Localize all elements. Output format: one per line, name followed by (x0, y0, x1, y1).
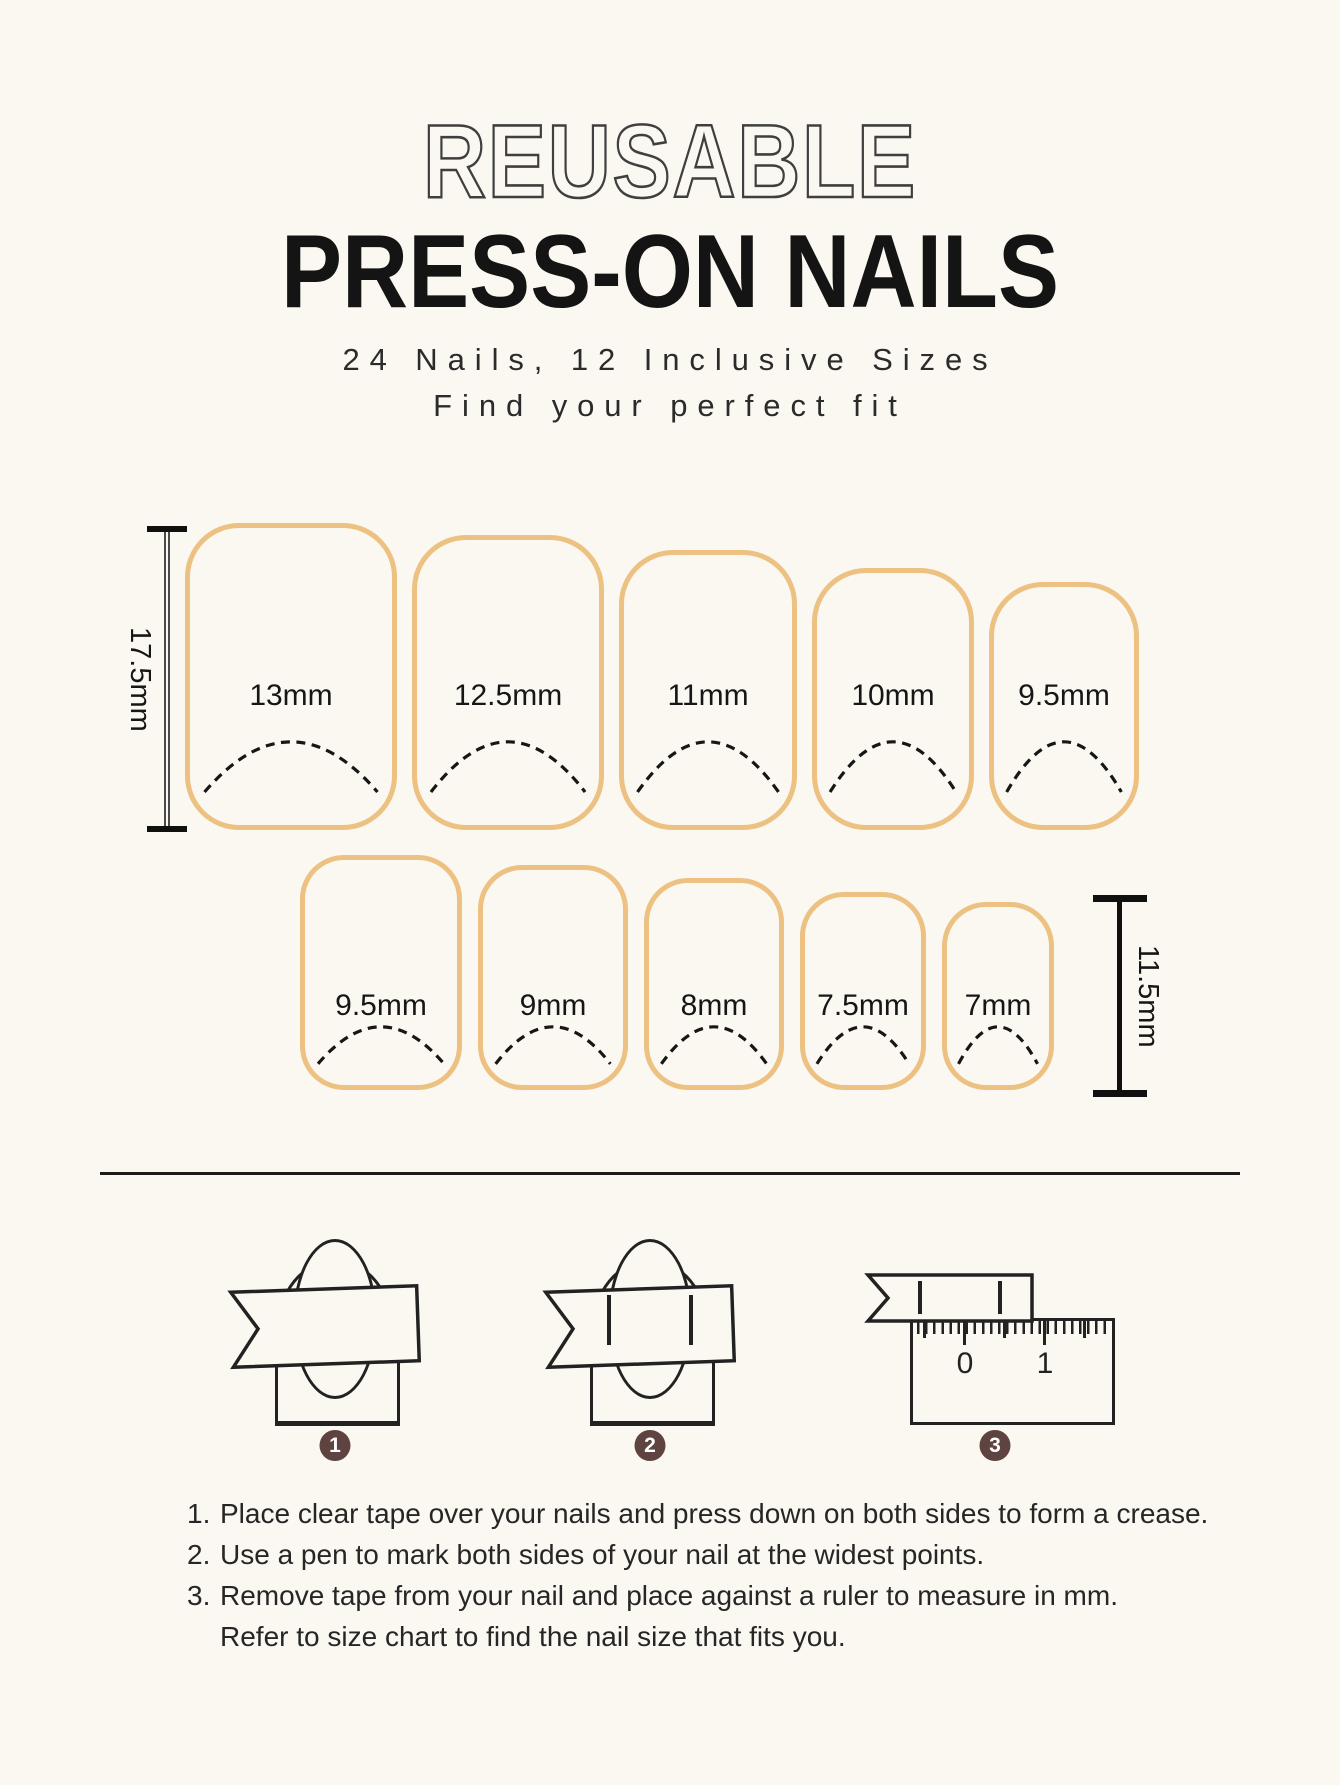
instruction-number (187, 1616, 220, 1657)
instruction-number: 2. (187, 1539, 211, 1570)
title-outline: REUSABLE (423, 104, 917, 220)
step-3-diagram (860, 1233, 1130, 1465)
section-divider (100, 1172, 1240, 1175)
subtitle-count: 24 Nails, 12 Inclusive Sizes (342, 342, 998, 377)
instruction-step-3-continued (187, 1616, 1217, 1657)
instruction-text: Place clear tape over your nails and press down on both sides to form a crease. (220, 1498, 1209, 1529)
ruler-minor-ticks (917, 1321, 1111, 1334)
nail-outline-7mm (942, 902, 1054, 1090)
step-1-badge: 1 (320, 1430, 351, 1461)
nail-outline-7-5mm (800, 892, 926, 1090)
pen-mark-icon (689, 1295, 693, 1345)
nail-width-label: 8mm (680, 989, 748, 1022)
instruction-text: Remove tape from your nail and place against a ruler to measure in mm. (220, 1580, 1118, 1611)
step-2-diagram (550, 1233, 750, 1465)
ruler-major-tick (963, 1321, 966, 1345)
instruction-step-1 (187, 1493, 1217, 1534)
nail-outline-9-5mm-large (989, 582, 1139, 830)
nail-width-label: 13mm (249, 679, 333, 712)
instruction-text: Refer to size chart to find the nail size that fits you. (220, 1621, 846, 1652)
tape-icon (546, 1286, 735, 1367)
cuticle-arc (314, 1007, 448, 1069)
nail-outline-10mm (812, 568, 974, 830)
ruler-mid-tick (1083, 1321, 1086, 1338)
ruler-label-0: 0 (956, 1347, 974, 1380)
nail-outline-9-5mm-small (300, 855, 462, 1090)
nail-width-label: 7mm (964, 989, 1032, 1022)
length-bracket-11-5mm (1117, 895, 1164, 1097)
nail-outline-8mm (644, 878, 784, 1090)
page-title: PRESS-ON NAILS (280, 214, 1060, 330)
nail-width-label: 12.5mm (453, 679, 563, 712)
nail-outline-12-5mm (412, 535, 604, 830)
cuticle-arc (199, 715, 383, 799)
tape-icon (868, 1275, 1032, 1321)
cuticle-arc (826, 715, 960, 799)
length-label: 17.5mm (124, 626, 156, 732)
length-label: 11.5mm (1132, 944, 1164, 1048)
size-row-small (300, 855, 1164, 1090)
cuticle-arc (814, 1007, 912, 1069)
measure-line (164, 529, 170, 829)
nail-width-label: 9.5mm (335, 989, 427, 1022)
pen-mark-icon (607, 1295, 611, 1345)
step-3-badge: 3 (980, 1430, 1011, 1461)
pen-mark-icon (918, 1281, 922, 1314)
nail-width-label: 10mm (851, 679, 935, 712)
cuticle-arc (956, 1007, 1040, 1069)
nail-width-label: 7.5mm (817, 989, 909, 1022)
ruler-major-tick (1043, 1321, 1046, 1345)
size-row-large (124, 523, 1139, 830)
nail-width-label: 9.5mm (1018, 679, 1110, 712)
ruler-mid-tick (923, 1321, 926, 1338)
tape-icon (231, 1286, 420, 1367)
length-bracket-17-5mm (123, 529, 170, 829)
nail-outline-11mm (619, 550, 797, 830)
instruction-number: 1. (187, 1498, 211, 1529)
ruler-mid-tick (1003, 1321, 1006, 1338)
cuticle-arc (492, 1007, 614, 1069)
instruction-number: 3. (187, 1580, 211, 1611)
cuticle-arc (426, 715, 590, 799)
nail-outline-9mm (478, 865, 628, 1090)
instruction-step-2 (187, 1534, 1217, 1575)
ruler-label-1: 1 (1036, 1347, 1054, 1380)
subtitle-tagline: Find your perfect fit (433, 388, 907, 423)
instruction-text: Use a pen to mark both sides of your nail at the widest points. (220, 1539, 985, 1570)
measure-line (1117, 895, 1122, 1097)
cuticle-arc (1003, 715, 1125, 799)
cuticle-arc (658, 1007, 770, 1069)
nail-width-label: 9mm (519, 989, 587, 1022)
nail-outline-13mm (185, 523, 397, 830)
instructions-list (187, 1493, 1217, 1657)
nail-width-label: 11mm (667, 679, 749, 712)
ruler-icon (910, 1318, 1115, 1425)
cuticle-arc (633, 715, 783, 799)
pen-mark-icon (998, 1281, 1002, 1314)
step-2-badge: 2 (635, 1430, 666, 1461)
step-1-diagram (235, 1233, 435, 1465)
instruction-step-3 (187, 1575, 1217, 1616)
header (0, 104, 1340, 424)
